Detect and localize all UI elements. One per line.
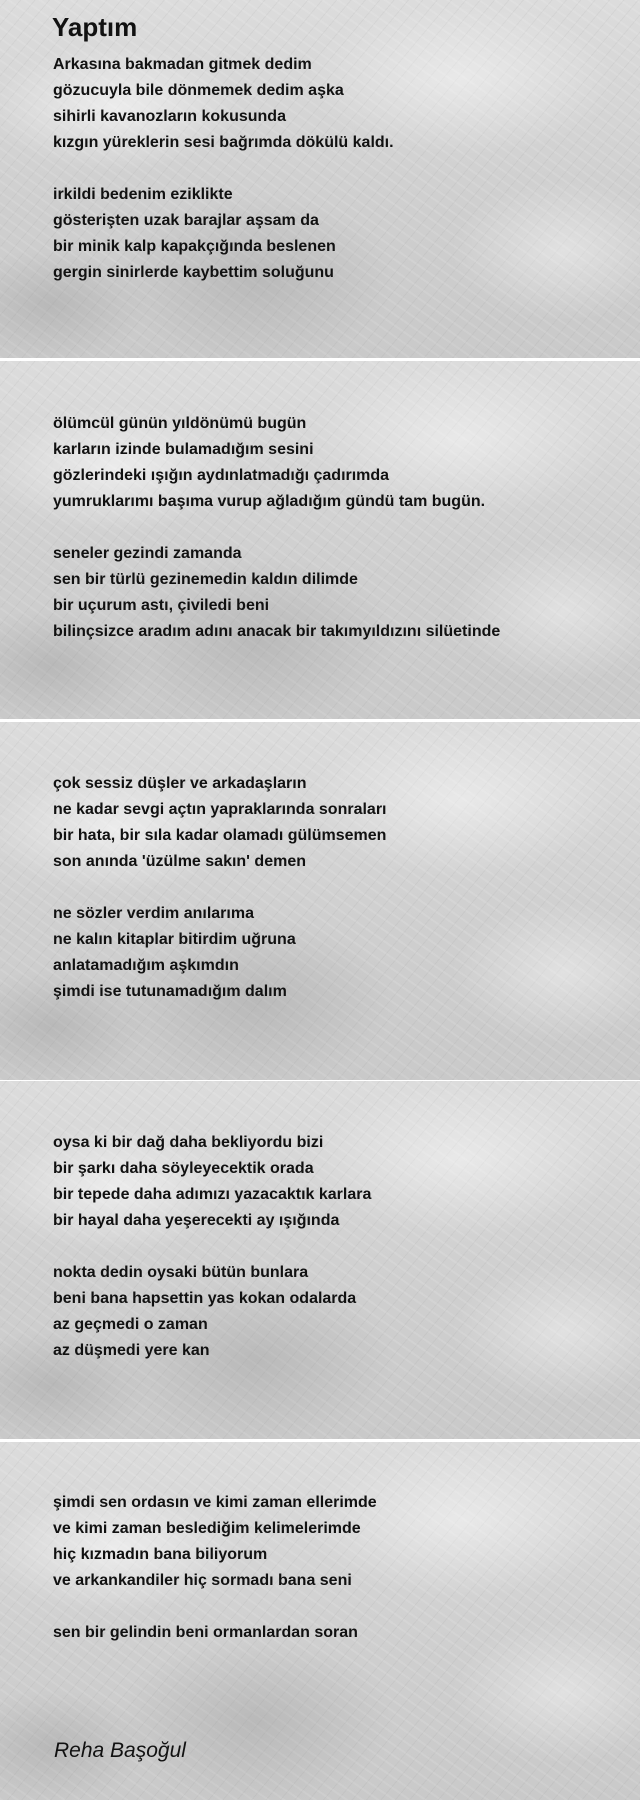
poem-line: bir şarkı daha söyleyecektik orada <box>53 1160 314 1177</box>
poem-line: bir uçurum astı, çiviledi beni <box>53 597 270 614</box>
poem-line: bir hata, bir sıla kadar olamadı gülümsemen <box>53 827 387 844</box>
stanza-7 <box>53 1130 371 1234</box>
stanza-6 <box>53 901 296 1005</box>
poem-line: gösterişten uzak barajlar aşsam da <box>53 212 319 229</box>
poem-line: bir minik kalp kapakçığında beslenen <box>53 238 336 255</box>
poem-line: son anında 'üzülme sakın' demen <box>53 853 306 870</box>
stanza-10 <box>53 1620 358 1646</box>
poem-line: sen bir gelindin beni ormanlardan soran <box>53 1624 358 1641</box>
poem-line: ne kalın kitaplar bitirdim uğruna <box>53 931 296 948</box>
poem-line: ölümcül günün yıldönümü bugün <box>53 415 307 432</box>
poem-line: beni bana hapsettin yas kokan odalarda <box>53 1290 357 1307</box>
poem-line: ve arkankandiler hiç sormadı bana seni <box>53 1572 352 1589</box>
poem-line: Arkasına bakmadan gitmek dedim <box>53 56 312 73</box>
poem-line: irkildi bedenim eziklikte <box>53 186 233 203</box>
poem-line: ne sözler verdim anılarıma <box>53 905 254 922</box>
poem-line: gözucuyla bile dönmemek dedim aşka <box>53 82 344 99</box>
poem-author: Reha Başoğul <box>54 1739 186 1762</box>
poem-line: şimdi ise tutunamadığım dalım <box>53 983 287 1000</box>
poem-line: bir hayal daha yeşerecekti ay ışığında <box>53 1212 340 1229</box>
poem-line: gözlerindeki ışığın aydınlatmadığı çadırımda <box>53 467 390 484</box>
poem-line: karların izinde bulamadığım sesini <box>53 441 314 458</box>
poem-line: bilinçsizce aradım adını anacak bir takımyıldızını silüetinde <box>53 623 501 640</box>
poem-line: kızgın yüreklerin sesi bağrımda dökülü kaldı. <box>53 134 394 151</box>
poem-line: şimdi sen ordasın ve kimi zaman ellerimde <box>53 1494 377 1511</box>
poem-line: sen bir türlü gezinemedin kaldın dilimde <box>53 571 358 588</box>
poem-line: anlatamadığım aşkımdın <box>53 957 239 974</box>
poem-line: sihirli kavanozların kokusunda <box>53 108 286 125</box>
poem-line: az geçmedi o zaman <box>53 1316 208 1333</box>
poem-line: hiç kızmadın bana biliyorum <box>53 1546 268 1563</box>
poem-line: oysa ki bir dağ daha bekliyordu bizi <box>53 1134 324 1151</box>
poem-line: seneler gezindi zamanda <box>53 545 242 562</box>
poem-line: gergin sinirlerde kaybettim soluğunu <box>53 264 334 281</box>
stanza-2 <box>53 182 336 286</box>
poem-line: yumruklarımı başıma vurup ağladığım gündü tam bugün. <box>53 493 486 510</box>
stanza-5 <box>53 771 387 875</box>
poem-line: ne kadar sevgi açtın yapraklarında sonraları <box>53 801 387 818</box>
poem-title: Yaptım <box>52 12 138 42</box>
stanza-1 <box>53 52 394 156</box>
poem-line: nokta dedin oysaki bütün bunlara <box>53 1264 309 1281</box>
stanza-8 <box>53 1260 356 1364</box>
poem-line: ve kimi zaman beslediğim kelimelerimde <box>53 1520 361 1537</box>
stanza-9 <box>53 1490 377 1594</box>
poem-line: çok sessiz düşler ve arkadaşların <box>53 775 307 792</box>
stanza-3 <box>53 411 485 515</box>
poem-line: az düşmedi yere kan <box>53 1342 210 1359</box>
stanza-4 <box>53 541 500 645</box>
poem-line: bir tepede daha adımızı yazacaktık karlara <box>53 1186 372 1203</box>
